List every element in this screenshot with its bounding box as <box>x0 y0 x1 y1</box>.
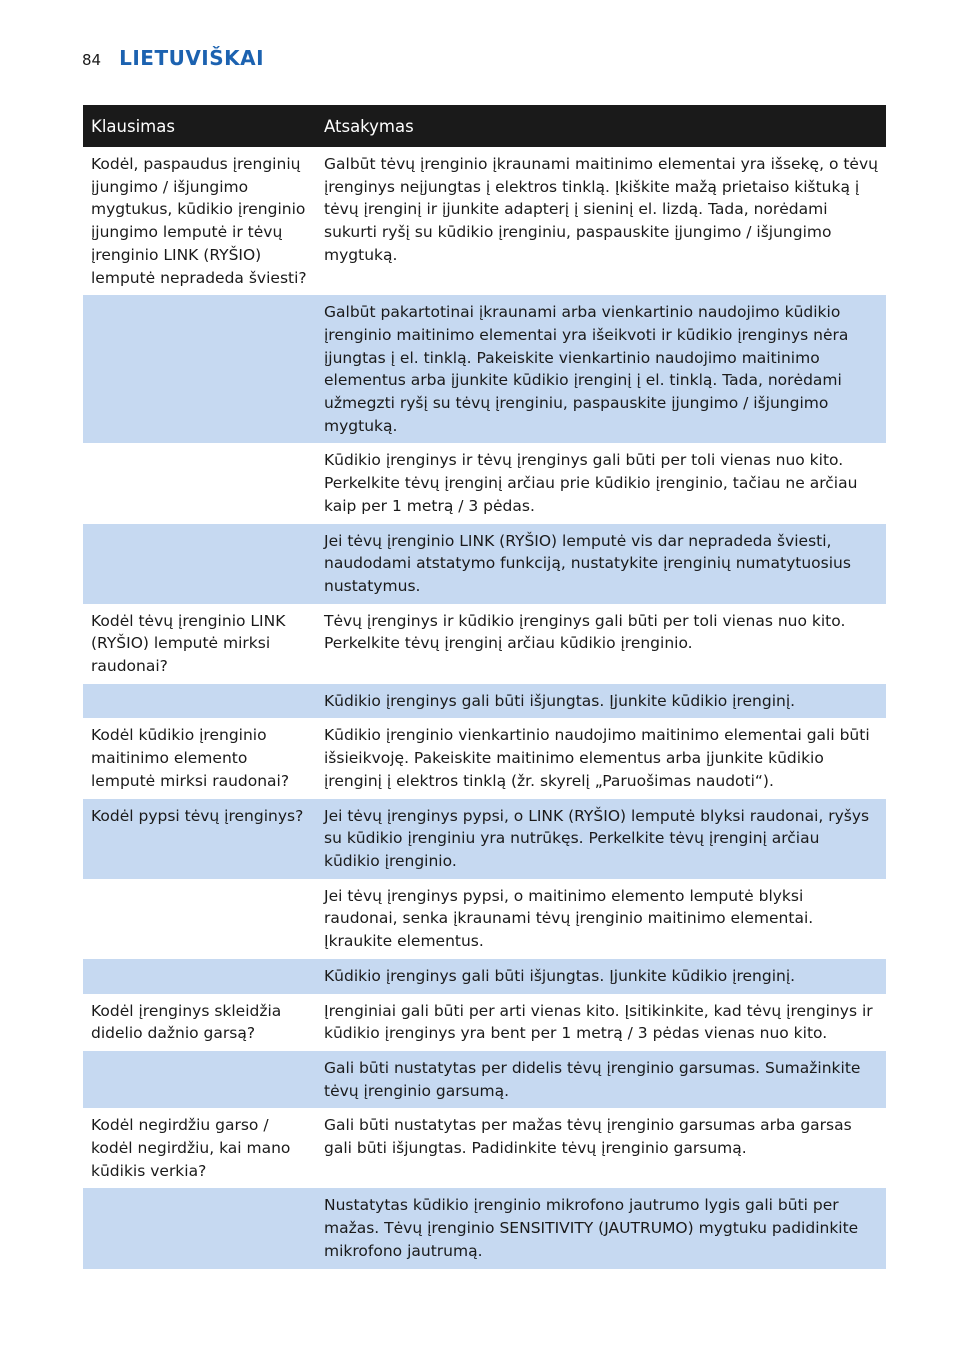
answer-cell: Nustatytas kūdikio įrenginio mikrofono jautrumo lygis gali būti per mažas. Tėvų įrenginio SENSITIVITY (JAUTRUMO) mygtuku padidinkite mikrofono jautrumą. <box>316 1188 886 1268</box>
table-row <box>83 443 886 523</box>
table-row <box>83 1108 886 1188</box>
table-row <box>83 524 886 604</box>
question-cell <box>83 295 316 443</box>
question-cell <box>83 443 316 523</box>
question-cell: Kodėl tėvų įrenginio LINK (RYŠIO) lemputė mirksi raudonai? <box>83 604 316 684</box>
question-cell <box>83 1051 316 1108</box>
language-heading: LIETUVIŠKAI <box>119 46 265 70</box>
table-row <box>83 879 886 959</box>
answer-cell: Kūdikio įrenginio vienkartinio naudojimo maitinimo elementai gali būti išsieikvoję. Pakeiskite maitinimo elementus arba įjunkite kūdikio įrenginį į elektros tinklą (žr. skyrelį „Paruošimas naudoti“). <box>316 718 886 798</box>
question-cell: Kodėl kūdikio įrenginio maitinimo elemento lemputė mirksi raudonai? <box>83 718 316 798</box>
answer-cell: Įrenginiai gali būti per arti vienas kito. Įsitikinkite, kad tėvų įrenginys ir kūdikio įrenginys yra bent per 1 metrą / 3 pėdas vienas nuo kito. <box>316 994 886 1051</box>
question-cell: Kodėl, paspaudus įrenginių įjungimo / išjungimo mygtukus, kūdikio įrenginio įjungimo lemputė ir tėvų įrenginio LINK (RYŠIO) lemputė nepradeda šviesti? <box>83 147 316 295</box>
table-row <box>83 1051 886 1108</box>
table-header-row <box>83 105 886 147</box>
column-header-question: Klausimas <box>83 105 316 147</box>
answer-cell: Gali būti nustatytas per mažas tėvų įrenginio garsumas arba garsas gali būti išjungtas. Padidinkite tėvų įrenginio garsumą. <box>316 1108 886 1188</box>
table-row <box>83 604 886 684</box>
answer-cell: Jei tėvų įrenginio LINK (RYŠIO) lemputė vis dar nepradeda šviesti, naudodami atstatymo funkciją, nustatykite įrenginių numatytuosius nustatymus. <box>316 524 886 604</box>
question-cell: Kodėl įrenginys skleidžia didelio dažnio garsą? <box>83 994 316 1051</box>
answer-cell: Tėvų įrenginys ir kūdikio įrenginys gali būti per toli vienas nuo kito. Perkelkite tėvų įrenginį arčiau kūdikio įrenginio. <box>316 604 886 684</box>
answer-cell: Galbūt tėvų įrenginio įkraunami maitinimo elementai yra išsekę, o tėvų įrenginys neįjungtas į elektros tinklą. Įkiškite mažą prietaiso kištuką į tėvų įrenginį ir įjunkite adapterį į sieninį el. lizdą. Tada, norėdami sukurti ryšį su kūdikio įrenginiu, paspauskite įjungimo / išjungimo mygtuką. <box>316 147 886 295</box>
question-cell: Kodėl negirdžiu garso / kodėl negirdžiu, kai mano kūdikis verkia? <box>83 1108 316 1188</box>
question-cell <box>83 959 316 994</box>
question-cell <box>83 879 316 959</box>
table-row <box>83 295 886 443</box>
page-number: 84 <box>82 51 102 69</box>
answer-cell: Gali būti nustatytas per didelis tėvų įrenginio garsumas. Sumažinkite tėvų įrenginio garsumą. <box>316 1051 886 1108</box>
answer-cell: Kūdikio įrenginys gali būti išjungtas. Įjunkite kūdikio įrenginį. <box>316 959 886 994</box>
table-row <box>83 959 886 994</box>
answer-cell: Jei tėvų įrenginys pypsi, o maitinimo elemento lemputė blyksi raudonai, senka įkraunami tėvų įrenginio maitinimo elementai. Įkraukite elementus. <box>316 879 886 959</box>
page-header <box>82 46 264 76</box>
answer-cell: Galbūt pakartotinai įkraunami arba vienkartinio naudojimo kūdikio įrenginio maitinimo elementai yra išeikvoti ir kūdikio įrenginys nėra įjungtas į el. tinklą. Pakeiskite vienkartinio naudojimo maitinimo elementus arba įjunkite kūdikio įrenginį į el. tinklą. Tada, norėdami užmegzti ryšį su tėvų įrenginiu, paspauskite įjungimo / išjungimo mygtuką. <box>316 295 886 443</box>
troubleshooting-table <box>83 105 886 1269</box>
table-row <box>83 684 886 719</box>
answer-cell: Kūdikio įrenginys ir tėvų įrenginys gali būti per toli vienas nuo kito. Perkelkite tėvų įrenginį arčiau prie kūdikio įrenginio, tačiau ne arčiau kaip per 1 metrą / 3 pėdas. <box>316 443 886 523</box>
table-row <box>83 799 886 879</box>
table-row <box>83 147 886 295</box>
answer-cell: Kūdikio įrenginys gali būti išjungtas. Įjunkite kūdikio įrenginį. <box>316 684 886 719</box>
answer-cell: Jei tėvų įrenginys pypsi, o LINK (RYŠIO) lemputė blyksi raudonai, ryšys su kūdikio įrenginiu yra nutrūkęs. Perkelkite tėvų įrenginį arčiau kūdikio įrenginio. <box>316 799 886 879</box>
question-cell <box>83 524 316 604</box>
question-cell <box>83 1188 316 1268</box>
table-row <box>83 1188 886 1268</box>
question-cell: Kodėl pypsi tėvų įrenginys? <box>83 799 316 879</box>
table-row <box>83 994 886 1051</box>
table-row <box>83 718 886 798</box>
column-header-answer: Atsakymas <box>316 105 886 147</box>
question-cell <box>83 684 316 719</box>
